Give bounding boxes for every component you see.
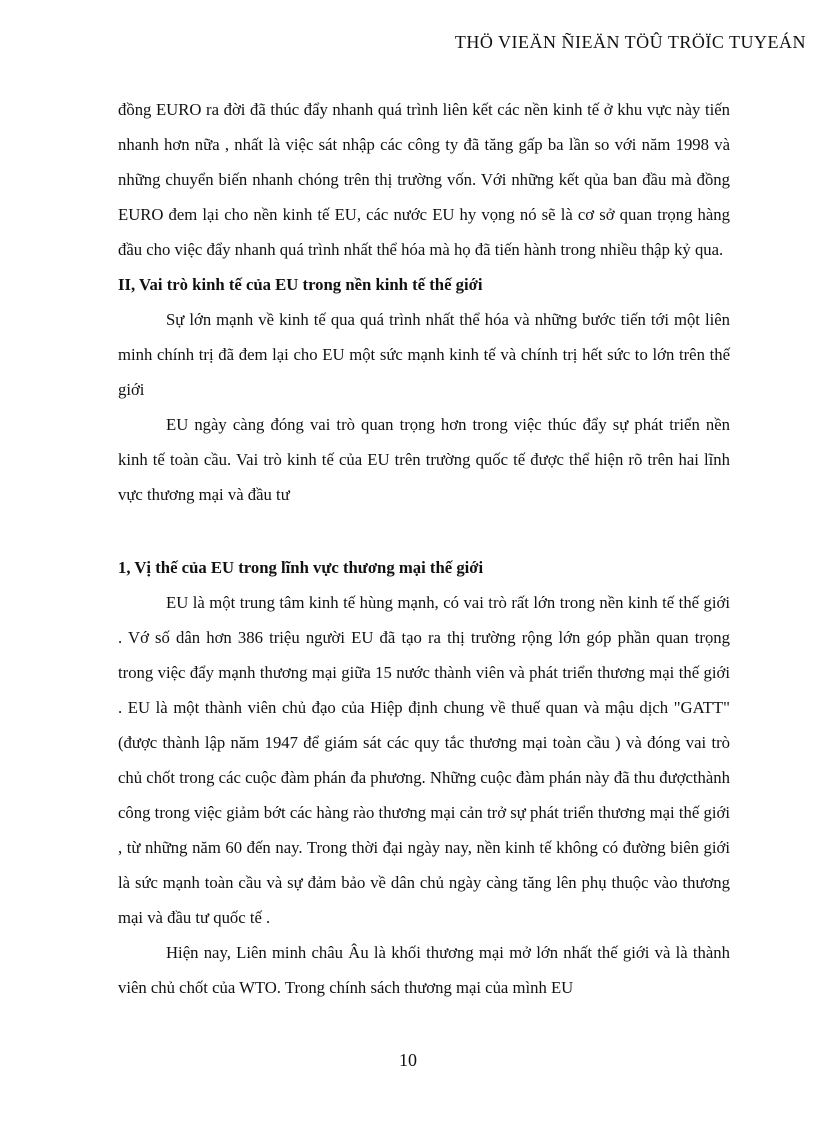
paragraph-trade-center: EU là một trung tâm kinh tế hùng mạnh, có vai trò rất lớn trong nền kinh tế thế giới . Vớ số dân hơn 386 triệu người EU đã tạo ra thị trường rộng lớn góp phần quan trọng trong việc đẩy mạnh thương mại giữa 15 nước thành viên và phát triển thương mại thế giới . EU là một thành viên chủ đạo của Hiệp định chung về thuế quan và mậu dịch "GATT" (được thành lập năm 1947 để giám sát các quy tắc thương mại toàn cầu ) và đóng vai trò chủ chốt trong các cuộc đàm phán đa phương. Những cuộc đàm phán này đã thu đượcthành công trong việc giảm bớt các hàng rào thương mại cản trở sự phát triển thương mại thế giới , từ những năm 60 đến nay. Trong thời đại ngày nay, nền kinh tế không có đường biên giới là sức mạnh toàn cầu và sự đảm bảo về dân chủ ngày càng tăng lên phụ thuộc vào thương mại và đầu tư quốc tế . (118, 593, 730, 927)
document-body (118, 92, 730, 1005)
paragraph-strength: Sự lớn mạnh về kinh tế qua quá trình nhất thể hóa và những bước tiến tới một liên minh chính trị đã đem lại cho EU một sức mạnh kinh tế và chính trị hết sức to lớn trên thế giới (118, 310, 730, 399)
paragraph-wto: Hiện nay, Liên minh châu Âu là khối thương mại mở lớn nhất thế giới và là thành viên chủ chốt của WTO. Trong chính sách thương mại của mình EU (118, 943, 730, 997)
spacer (118, 512, 730, 550)
page-header: THÖ VIEÄN ÑIEÄN TÖÛ TRÖÏC TUYEÁN (454, 32, 806, 52)
section-heading-role: II, Vai trò kinh tế của EU trong nền kinh tế thế giới (118, 275, 483, 294)
paragraph-euro: đồng EURO ra đời đã thúc đẩy nhanh quá trình liên kết các nền kinh tế ở khu vực này tiến nhanh hơn nữa , nhất là việc sát nhập các công ty đã tăng gấp ba lần so với năm 1998 và những chuyển biến nhanh chóng trên thị trường vốn. Với những kết qủa ban đầu mà đồng EURO đem lại cho nền kinh tế EU, các nước EU hy vọng nó sẽ là cơ sở quan trọng hàng đầu cho việc đẩy nhanh quá trình nhất thể hóa mà họ đã tiến hành trong nhiều thập kỷ qua. (118, 100, 730, 259)
page-number: 10 (399, 1050, 417, 1070)
paragraph-global-role: EU ngày càng đóng vai trò quan trọng hơn trong việc thúc đẩy sự phát triển nền kinh tế toàn cầu. Vai trò kinh tế của EU trên trường quốc tế được thể hiện rõ trên hai lĩnh vực thương mại và đầu tư (118, 415, 730, 504)
subsection-heading-trade: 1, Vị thế của EU trong lĩnh vực thương mại thế giới (118, 558, 484, 577)
